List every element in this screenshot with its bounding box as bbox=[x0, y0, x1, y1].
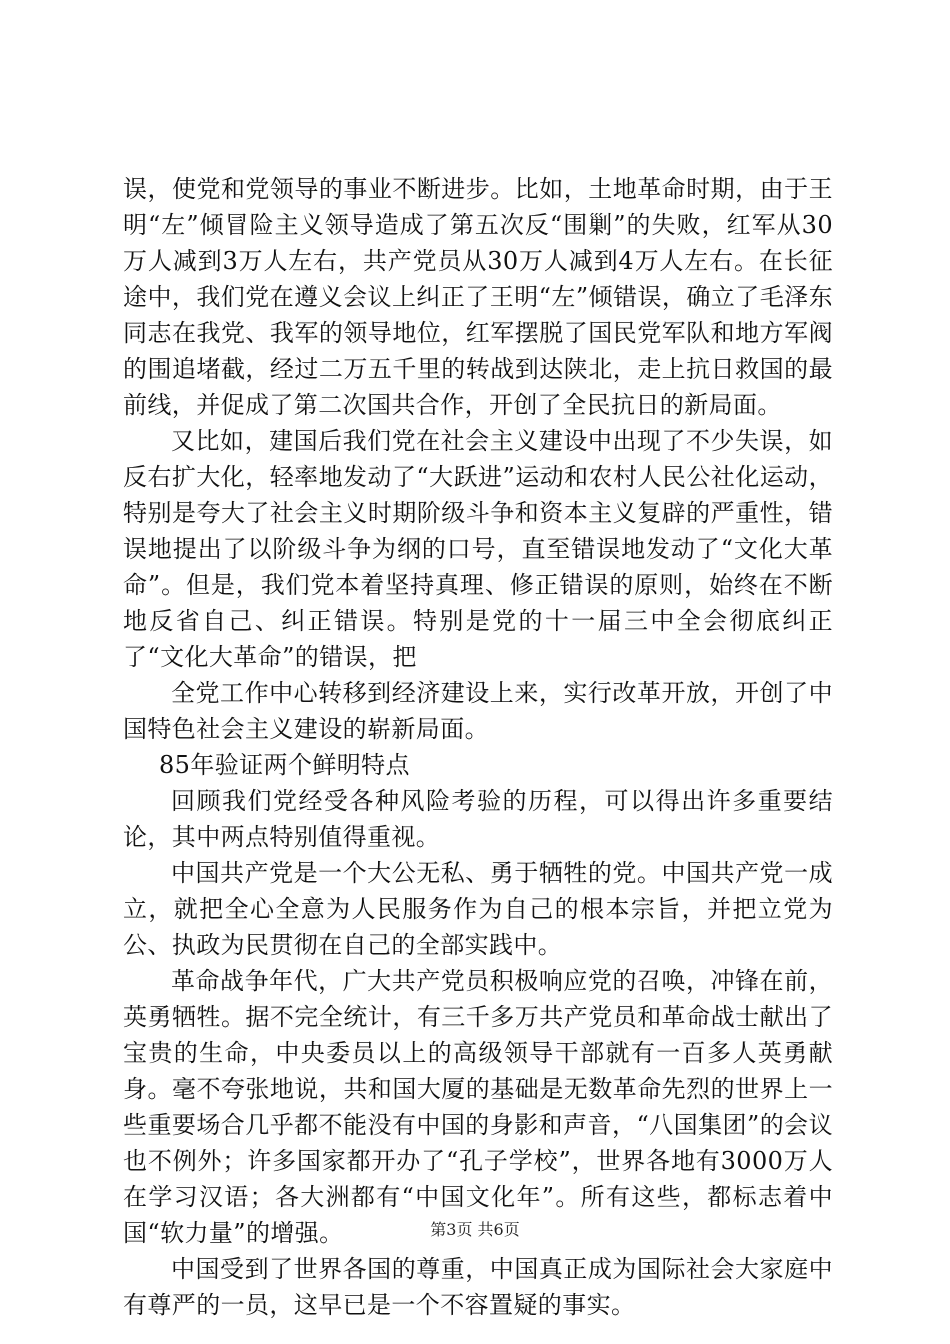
paragraph: 革命战争年代，广大共产党员积极响应党的召唤，冲锋在前，英勇牺牲。据不完全统计，有三千多万共产党员和革命战士献出了宝贵的生命，中央委员以上的高级领导干部就有一百多人英勇献身。毫不夸张地说，共和国大厦的基础是无数革命先烈的世界上一些重要场合几乎都不能没有中国的身影和声音，“八国集团”的会议也不例外；许多国家都开办了“孔子学校”，世界各地有3000万人在学习汉语；各大洲都有“中国文化年”。所有这些，都标志着中国“软力量”的增强。 bbox=[123, 967, 833, 1247]
paragraph: 回顾我们党经受各种风险考验的历程，可以得出许多重要结论，其中两点特别值得重视。 bbox=[123, 787, 833, 851]
paragraph: 又比如，建国后我们党在社会主义建设中出现了不少失误，如反右扩大化，轻率地发动了“大跃进”运动和农村人民公社化运动，特别是夸大了社会主义时期阶级斗争和资本主义复辟的严重性，错误地提出了以阶级斗争为纲的口号，直至错误地发动了“文化大革命”。但是，我们党本着坚持真理、修正错误的原则，始终在不断地反省自己、纠正错误。特别是党的十一届三中全会彻底纠正了“文化大革命”的错误，把 bbox=[123, 427, 833, 671]
paragraph: 中国受到了世界各国的尊重，中国真正成为国际社会大家庭中有尊严的一员，这早已是一个不容置疑的事实。 bbox=[123, 1255, 833, 1319]
paragraph: 全党工作中心转移到经济建设上来，实行改革开放，开创了中国特色社会主义建设的崭新局面。 bbox=[123, 679, 833, 743]
paragraph: 中国共产党是一个大公无私、勇于牺牲的党。中国共产党一成立，就把全心全意为人民服务作为自己的根本宗旨，并把立党为公、执政为民贯彻在自己的全部实践中。 bbox=[123, 859, 833, 959]
document-body bbox=[123, 171, 833, 1323]
page-number: 第3页 共6页 bbox=[430, 1220, 520, 1239]
paragraph: 误，使党和党领导的事业不断进步。比如，土地革命时期，由于王明“左”倾冒险主义领导造成了第五次反“围剿”的失败，红军从30万人减到3万人左右，共产党员从30万人减到4万人左右。在长征途中，我们党在遵义会议上纠正了王明“左”倾错误，确立了毛泽东同志在我党、我军的领导地位，红军摆脱了国民党军队和地方军阀的围追堵截，经过二万五千里的转战到达陕北，走上抗日救国的最前线，并促成了第二次国共合作，开创了全民抗日的新局面。 bbox=[123, 175, 833, 419]
section-heading: 85年验证两个鲜明特点 bbox=[159, 751, 410, 779]
page-footer bbox=[0, 1217, 950, 1240]
